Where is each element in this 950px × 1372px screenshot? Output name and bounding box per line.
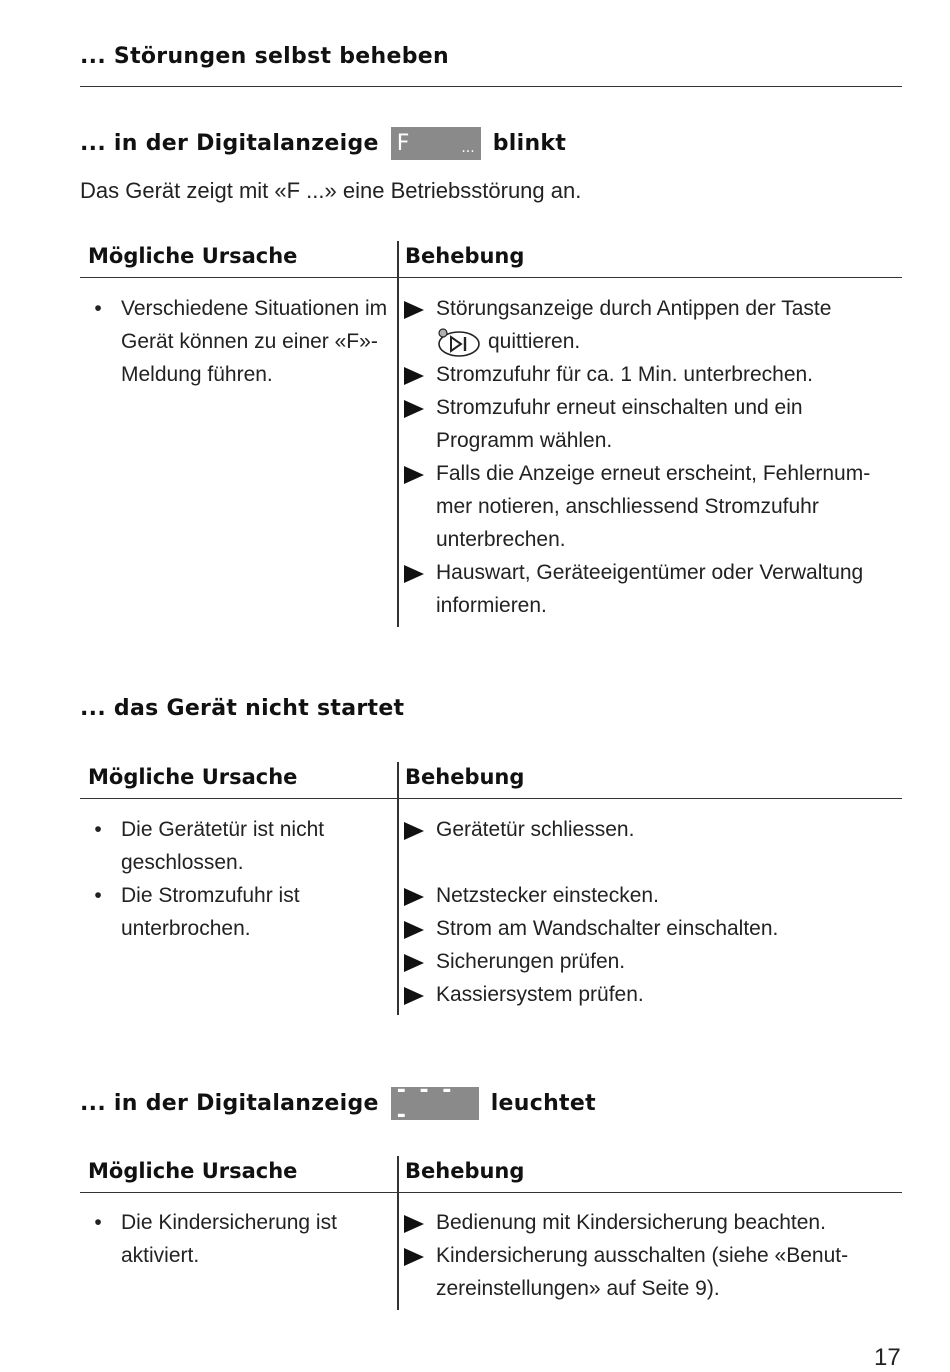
fix-item	[403, 292, 902, 358]
fix-text-continued: quittieren.	[488, 330, 581, 353]
fix-item	[403, 358, 902, 391]
page-number: 17	[874, 1344, 901, 1371]
fix-item	[403, 1206, 902, 1239]
cause-list	[88, 292, 388, 391]
fix-text: Bedienung mit Kindersicherung beachten.	[436, 1211, 826, 1234]
start-pause-key-icon	[436, 328, 480, 356]
bullet-dot-icon: •	[94, 884, 102, 907]
fix-item	[403, 978, 902, 1011]
column-header-fix: Behebung	[405, 765, 525, 789]
fix-text: Stromzufuhr für ca. 1 Min. unterbrechen.	[436, 363, 814, 386]
column-divider	[397, 762, 399, 1015]
section-title-text: ... das Gerät nicht startet	[80, 695, 405, 721]
column-header-cause: Mögliche Ursache	[88, 1159, 298, 1183]
page-header	[80, 44, 902, 87]
cause-text: Die Gerätetür ist nicht geschlossen.	[121, 818, 325, 874]
section-title-child-lock	[80, 1078, 596, 1128]
spacer	[403, 846, 902, 879]
page-title: ... Störungen selbst beheben	[80, 44, 449, 69]
section-title-prefix: ... in der Digitalanzeige	[80, 130, 379, 156]
troubleshoot-table-1	[80, 241, 902, 627]
troubleshoot-table-3	[80, 1156, 902, 1310]
fix-list	[403, 813, 902, 1011]
arrow-right-icon	[404, 1248, 424, 1266]
section-title-prefix: ... in der Digitalanzeige	[80, 1090, 379, 1116]
display-dots: ...	[461, 139, 475, 156]
column-header-fix: Behebung	[405, 244, 525, 268]
fix-list	[403, 1206, 902, 1305]
arrow-right-icon	[404, 888, 424, 906]
arrow-right-icon	[404, 822, 424, 840]
fix-text: Hauswart, Geräteeigentümer oder Verwaltung informieren.	[436, 561, 864, 617]
column-header-cause: Mögliche Ursache	[88, 244, 298, 268]
fix-text: Sicherungen prüfen.	[436, 950, 626, 973]
fix-item	[403, 945, 902, 978]
arrow-right-icon	[404, 301, 424, 319]
fix-item	[403, 391, 902, 457]
fix-item	[403, 1239, 902, 1305]
cause-text: Die Kindersicherung ist aktiviert.	[121, 1211, 337, 1267]
fix-item	[403, 813, 902, 846]
cause-item	[88, 813, 388, 879]
fix-text: Strom am Wandschalter einschalten.	[436, 917, 779, 940]
arrow-right-icon	[404, 987, 424, 1005]
cause-item	[88, 1206, 388, 1272]
fix-text: Gerätetür schliessen.	[436, 818, 635, 841]
arrow-right-icon	[404, 565, 424, 583]
section-intro: Das Gerät zeigt mit «F ...» eine Betriebsstörung an.	[80, 178, 582, 203]
fix-text: Kindersicherung ausschalten (siehe «Benut-zereinstellungen» auf Seite 9).	[436, 1244, 849, 1300]
cause-item	[88, 292, 388, 391]
bullet-dot-icon: •	[94, 297, 102, 320]
column-header-cause: Mögliche Ursache	[88, 765, 298, 789]
column-divider	[397, 1156, 399, 1310]
fix-item	[403, 457, 902, 556]
column-header-fix: Behebung	[405, 1159, 525, 1183]
cause-text: Verschiedene Situationen im Gerät können zu einer «F»-Meldung führen.	[121, 297, 388, 386]
fix-text: Stromzufuhr erneut einschalten und ein Programm wählen.	[436, 396, 803, 452]
column-divider	[397, 241, 399, 627]
section-title-suffix: leuchtet	[490, 1090, 596, 1116]
section-title-not-starting	[80, 690, 404, 726]
fix-list	[403, 292, 902, 622]
cause-item	[88, 879, 388, 945]
arrow-right-icon	[404, 466, 424, 484]
arrow-right-icon	[404, 954, 424, 972]
fix-text: Kassiersystem prüfen.	[436, 983, 644, 1006]
section-title-error-display	[80, 125, 566, 161]
fix-text: Störungsanzeige durch Antippen der Taste	[436, 297, 832, 320]
table-header	[80, 1156, 902, 1193]
bullet-dot-icon: •	[94, 818, 102, 841]
arrow-right-icon	[404, 921, 424, 939]
digital-display-dashes: - - - -	[391, 1087, 479, 1120]
cause-text: Die Stromzufuhr ist unterbrochen.	[121, 884, 300, 940]
table-header	[80, 762, 902, 799]
fix-text: Netzstecker einstecken.	[436, 884, 659, 907]
cause-list	[88, 813, 388, 945]
arrow-right-icon	[404, 400, 424, 418]
table-header	[80, 241, 902, 278]
arrow-right-icon	[404, 1215, 424, 1233]
arrow-right-icon	[404, 367, 424, 385]
section-title-suffix: blinkt	[492, 130, 567, 156]
fix-text: Falls die Anzeige erneut erscheint, Fehlernum-mer notieren, anschliessend Stromzufuhr unterbrechen.	[436, 462, 871, 551]
troubleshoot-table-2	[80, 762, 902, 1015]
cause-list	[88, 1206, 388, 1272]
bullet-dot-icon: •	[94, 1211, 102, 1234]
display-char: F	[396, 130, 410, 156]
digital-display-f	[391, 127, 481, 160]
fix-item	[403, 879, 902, 912]
fix-item	[403, 556, 902, 622]
fix-item	[403, 912, 902, 945]
